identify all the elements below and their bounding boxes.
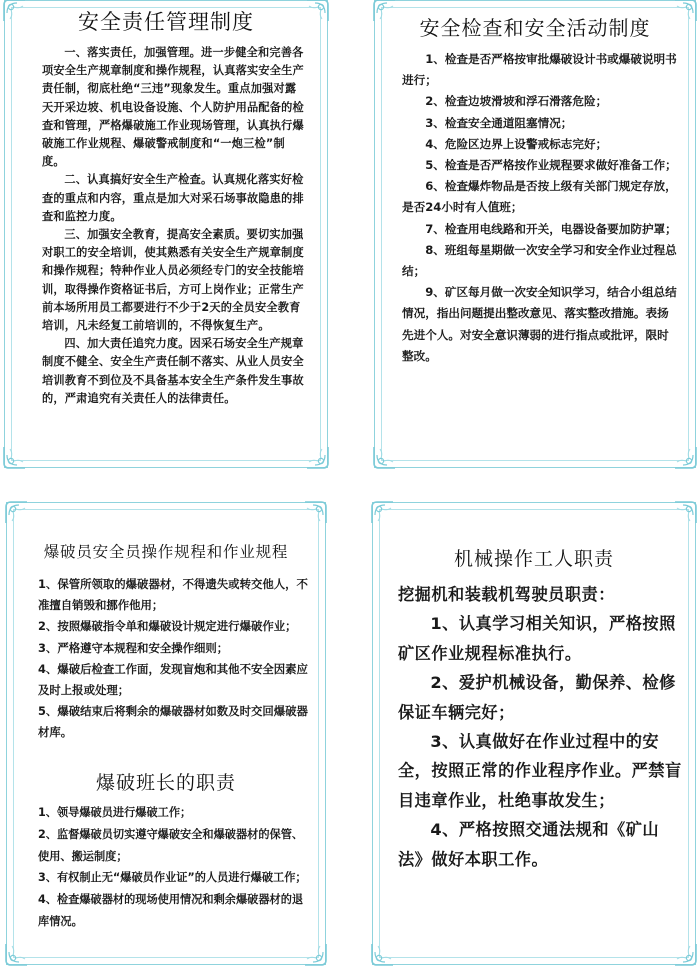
list-item: 7、检查用电线路和开关，电器设备要加防护罩；	[425, 221, 677, 236]
paragraph: 1、认真学习相关知识，严格按照矿区作业规程标准执行。	[398, 614, 676, 663]
panel-title: 安全责任管理制度	[78, 10, 254, 34]
ornament-corner-icon	[673, 499, 699, 525]
ornament-corner-icon	[3, 942, 29, 968]
ornament-corner-icon	[1, 445, 27, 471]
list-item: 1、保管所领取的爆破器材，不得遗失或转交他人，不准擅自销毁和挪作他用；	[38, 577, 308, 613]
panel-body	[402, 49, 678, 367]
ornament-corner-icon	[371, 445, 397, 471]
ornament-corner-icon	[3, 499, 29, 525]
panel-body	[398, 580, 682, 874]
ornament-corner-icon	[673, 942, 699, 968]
list-item: 1、检查是否严格按审批爆破设计书或爆破说明书进行；	[402, 52, 677, 88]
list-item: 3、有权制止无“爆破员作业证”的人员进行爆破工作；	[38, 871, 307, 885]
blasting-operator-rules	[38, 574, 308, 744]
paragraph: 2、爱护机械设备，勤保养、检修保证车辆完好；	[398, 673, 676, 722]
safety-inspection-panel	[374, 0, 696, 468]
machine-operator-panel	[372, 502, 696, 965]
list-item: 2、按照爆破指令单和爆破设计规定进行爆破作业；	[38, 619, 297, 634]
list-item: 9、矿区每月做一次安全知识学习，结合小组总结情况，指出问题提出整改意见、落实整改措施。表扬先进个人。对安全意识薄弱的进行指点或批评，限时整改。	[402, 285, 677, 363]
paragraph: 四、加大责任追究力度。因采石场安全生产规章制度不健全、安全生产责任制不落实、从业人员安全培训教育不到位及不具备基本安全生产条件发生事故的，严肃追究有关责任人的法律责任。	[42, 337, 304, 405]
list-item: 4、检查爆破器材的现场使用情况和剩余爆破器材的退库情况。	[38, 893, 304, 928]
list-item: 6、检查爆炸物品是否按上级有关部门规定存放，是否24小时有人值班；	[402, 179, 677, 215]
panel-subtitle: 挖掘机和装载机驾驶员职责：	[398, 585, 615, 604]
ornament-corner-icon	[673, 445, 699, 471]
list-item: 2、检查边坡滑坡和浮石滑落危险；	[425, 94, 608, 109]
list-item: 1、领导爆破员进行爆破工作；	[38, 806, 192, 819]
list-item: 3、严格遵守本规程和安全操作细则；	[38, 640, 229, 655]
paragraph: 二、认真搞好安全生产检查。认真规化落实好检查的重点和内容，重点是加大对采石场事故隐患的排查和监控力度。	[42, 173, 304, 223]
ornament-corner-icon	[369, 942, 395, 968]
ornament-corner-icon	[369, 499, 395, 525]
list-item: 8、班组每星期做一次安全学习和安全作业过程总结；	[402, 242, 677, 279]
ornament-corner-icon	[303, 499, 329, 525]
paragraph: 3、认真做好在作业过程中的安全，按照正常的作业程序作业。严禁盲目违章作业，杜绝事故发生；	[398, 732, 682, 810]
panel-title: 安全检查和安全活动制度	[419, 16, 651, 40]
list-item: 5、爆破结束后将剩余的爆破器材如数及时交回爆破器材库。	[38, 704, 308, 740]
section-title: 爆破班长的职责	[95, 772, 236, 794]
paragraph: 4、严格按照交通法规和《矿山法》做好本职工作。	[398, 820, 660, 869]
list-item: 2、监督爆破员切实遵守爆破安全和爆破器材的保管、使用、搬运制度；	[38, 827, 304, 863]
list-item: 5、检查是否严格按作业规程要求做好准备工作；	[425, 158, 677, 173]
safety-responsibility-panel	[4, 0, 328, 468]
ornament-corner-icon	[305, 445, 331, 471]
paragraph: 三、加强安全教育，提高安全素质。要切实加强对职工的安全培训，使其熟悉有关安全生产规章制度和操作规程；特种作业人员必须经专门的安全技能培训，取得操作资格证书后，方可上岗作业；正常生产前本场所用员工都要进行不少于2天的全员安全教育培训，凡未经复工前培训的，不得恢复生产。	[42, 228, 304, 333]
panel-body	[42, 44, 304, 408]
blasting-rules-panel	[6, 502, 326, 965]
panel-title: 爆破员安全员操作规程和作业规程	[43, 543, 289, 561]
list-item: 4、爆破后检查工作面，发现盲炮和其他不安全因素应及时上报或处理；	[38, 661, 308, 698]
ornament-corner-icon	[303, 942, 329, 968]
panel-title: 机械操作工人职责	[453, 548, 614, 570]
paragraph: 一、落实责任，加强管理。进一步健全和完善各项安全生产规章制度和操作规程，认真落实安全生产责任制，彻底杜绝“三违”现象发生。重点加强对露天开采边坡、机电设备设施、个人防护用品配备的检查和管理，严格爆破施工作业现场管理，认真执行爆破施工作业规程、爆破警戒制度和“一炮三检”制度。	[42, 46, 304, 169]
list-item: 4、危险区边界上设警戒标志完好；	[425, 136, 608, 151]
list-item: 3、检查安全通道阻塞情况；	[425, 115, 573, 130]
blasting-leader-duties	[38, 802, 308, 933]
